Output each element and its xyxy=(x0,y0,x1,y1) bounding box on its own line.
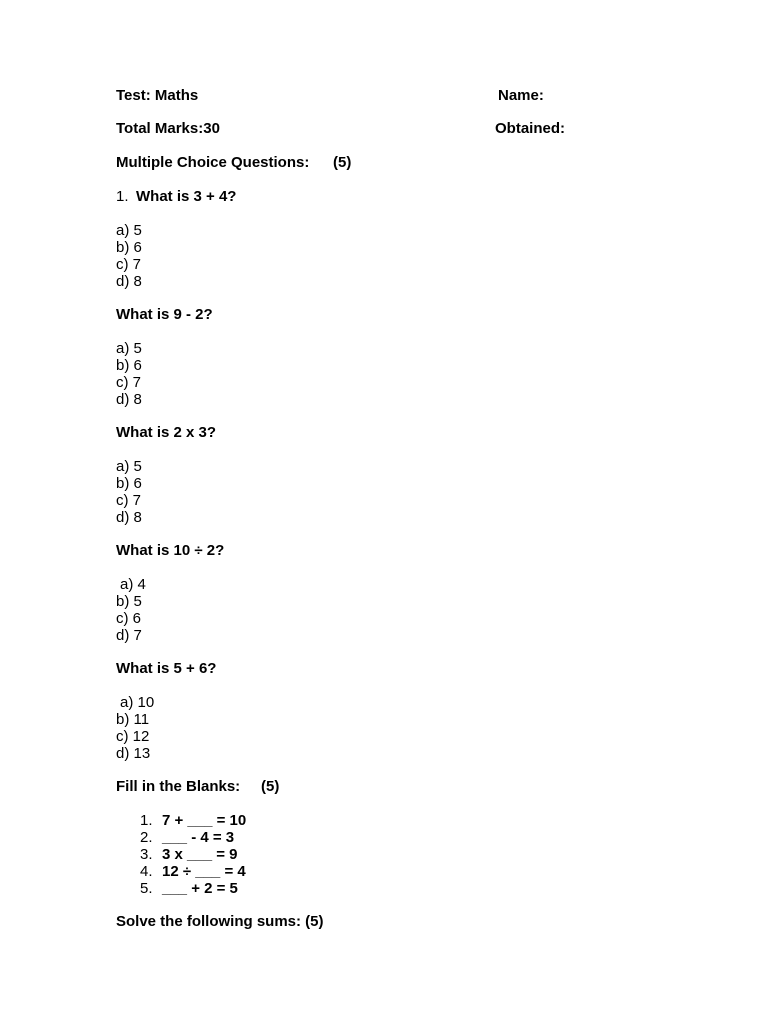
q1-option-d: d) 8 xyxy=(116,273,142,290)
q2-option-d: d) 8 xyxy=(116,391,142,408)
question-3: What is 2 x 3? xyxy=(116,424,217,441)
q4-option-d: d) 7 xyxy=(116,627,142,644)
question-2: What is 9 - 2? xyxy=(116,306,213,323)
blank-3: 3 x ___ = 9 xyxy=(162,846,238,863)
blanks-marks: (5) xyxy=(261,778,280,795)
blank-2-number: 2. xyxy=(140,829,153,846)
blank-4-number: 4. xyxy=(140,863,153,880)
mcq-heading: Multiple Choice Questions: xyxy=(116,154,310,171)
q5-option-b: b) 11 xyxy=(116,711,150,728)
q5-option-a: a) 10 xyxy=(120,694,155,711)
q3-option-d: d) 8 xyxy=(116,509,142,526)
q2-option-b: b) 6 xyxy=(116,357,142,374)
q5-option-d: d) 13 xyxy=(116,745,151,762)
q4-option-c: c) 6 xyxy=(116,610,142,627)
mcq-marks: (5) xyxy=(333,154,352,171)
q1-option-a: a) 5 xyxy=(116,222,142,239)
blank-1: 7 + ___ = 10 xyxy=(162,812,247,829)
blank-2: ___ - 4 = 3 xyxy=(162,829,235,846)
blank-3-number: 3. xyxy=(140,846,153,863)
blank-4: 12 ÷ ___ = 4 xyxy=(162,863,246,880)
q2-option-c: c) 7 xyxy=(116,374,142,391)
blanks-heading: Fill in the Blanks: xyxy=(116,778,241,795)
question-5: What is 5 + 6? xyxy=(116,660,217,677)
q3-option-a: a) 5 xyxy=(116,458,142,475)
q3-option-c: c) 7 xyxy=(116,492,142,509)
q2-option-a: a) 5 xyxy=(116,340,142,357)
q5-option-c: c) 12 xyxy=(116,728,150,745)
q1-option-b: b) 6 xyxy=(116,239,142,256)
sums-heading: Solve the following sums: (5) xyxy=(116,913,324,930)
obtained-label: Obtained: xyxy=(495,120,565,137)
q4-option-b: b) 5 xyxy=(116,593,142,610)
question-1: What is 3 + 4? xyxy=(136,188,237,205)
question-4: What is 10 ÷ 2? xyxy=(116,542,225,559)
blank-5: ___ + 2 = 5 xyxy=(162,880,238,897)
blank-5-number: 5. xyxy=(140,880,153,897)
question-1-number: 1. xyxy=(116,188,129,205)
q4-option-a: a) 4 xyxy=(120,576,146,593)
total-marks: Total Marks:30 xyxy=(116,120,220,137)
name-label: Name: xyxy=(498,87,544,104)
q1-option-c: c) 7 xyxy=(116,256,142,273)
test-title: Test: Maths xyxy=(116,87,199,104)
blank-1-number: 1. xyxy=(140,812,153,829)
q3-option-b: b) 6 xyxy=(116,475,142,492)
